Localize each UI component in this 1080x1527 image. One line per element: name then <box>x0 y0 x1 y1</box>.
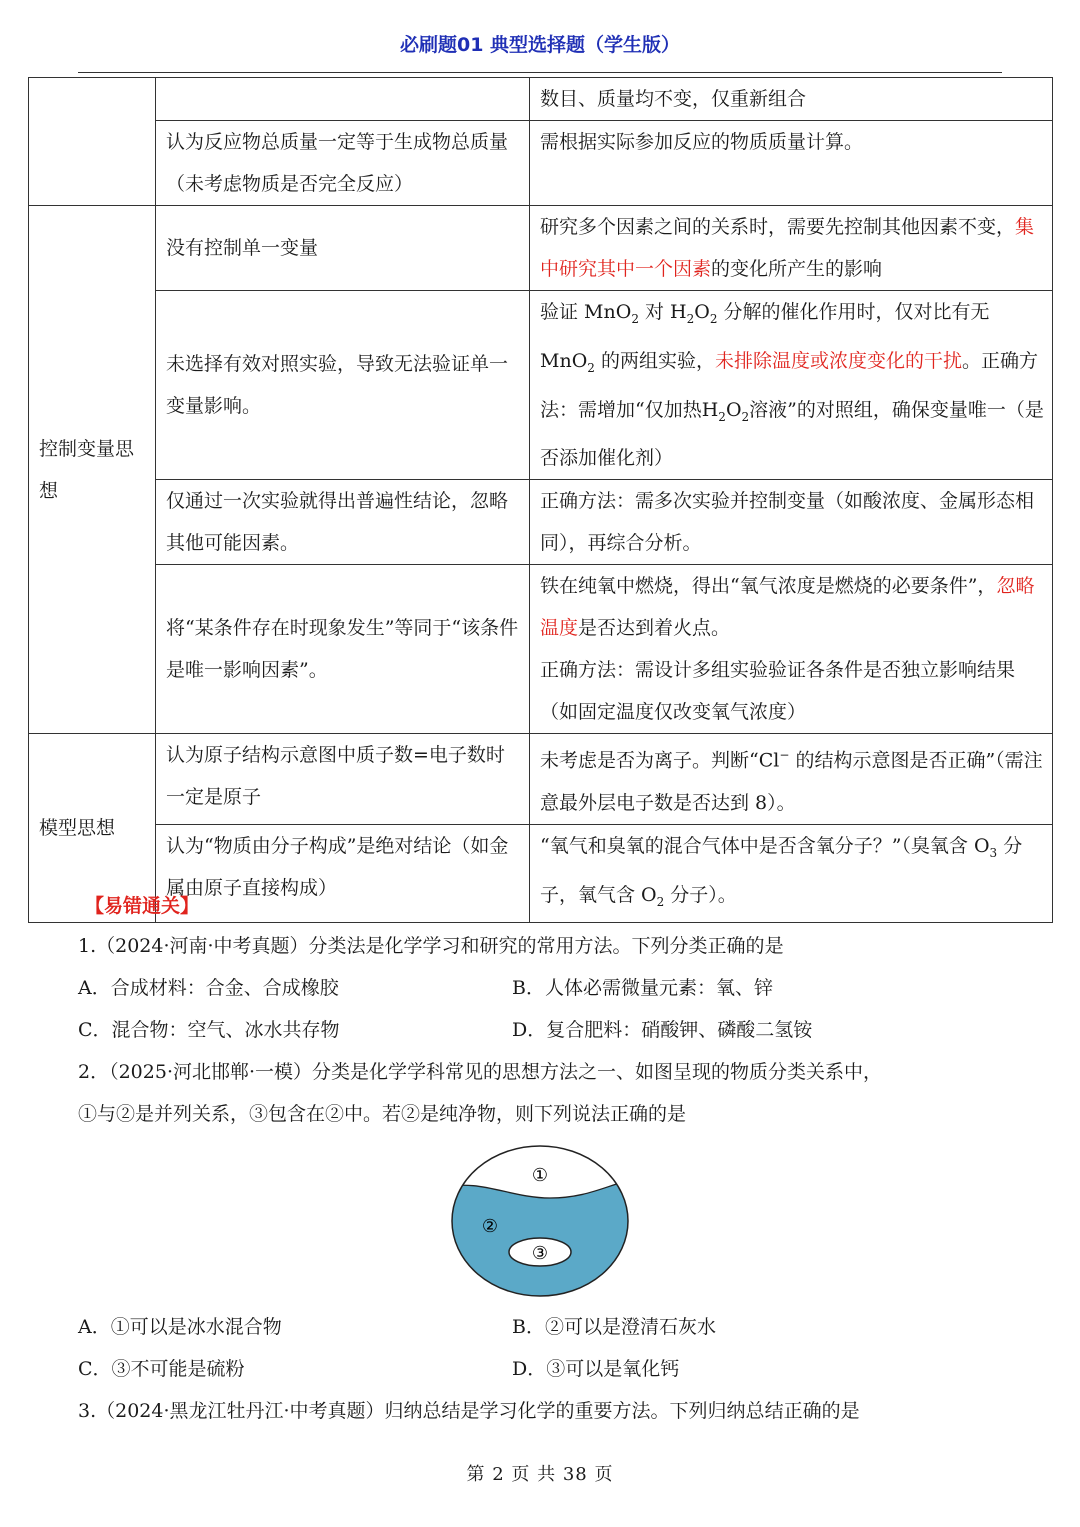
page-header: 必刷题01 典型选择题（学生版） <box>399 34 681 56</box>
question-stem: 2．（2025·河北邯郸·一模）分类是化学学科常见的思想方法之一、如图呈现的物质分类关系中， <box>78 1061 883 1083</box>
explanation-cell: 验证 MnO$_2$ 对 $H_2O_2$ 分解的催化作用时，仅对比有无MnO$_2$ 的两组实验，未排除温度或浓度变化的干扰。正确方法：需增加“仅加热$H_2O_2$溶液”的对照组，确保变量唯一（是否添加催化剂） <box>530 291 1053 480</box>
explanation-cell: “氧气和臭氧的混合气体中是否含氧分子？”（臭氧含 $O_3$ 分子，氧气含 $O_2$ 分子）。 <box>530 824 1053 923</box>
table-row <box>29 121 1053 206</box>
highlight-text: 忽略温度 <box>540 575 1035 640</box>
option-d: D．复合肥料：硝酸钾、磷酸二氢铵 <box>512 1019 813 1041</box>
explanation-cell: 需根据实际参加反应的物质质量计算。 <box>530 121 1053 206</box>
question-stem: 1.（2024·河南·中考真题）分类法是化学学习和研究的常用方法。下列分类正确的是 <box>78 935 784 957</box>
option-c: C．混合物：空气、冰水共存物 <box>78 1019 340 1041</box>
explanation-cell: 数目、质量均不变，仅重新组合 <box>530 78 1053 121</box>
mistake-cell: 没有控制单一变量 <box>156 206 530 291</box>
label-2: ② <box>481 1216 499 1237</box>
category-cell: 模型思想 <box>29 734 156 923</box>
category-cell <box>29 78 156 206</box>
explanation-cell: 研究多个因素之间的关系时，需要先控制其他因素不变，集中研究其中一个因素的变化所产生的影响 <box>530 206 1053 291</box>
option-b: B．②可以是澄清石灰水 <box>512 1316 716 1338</box>
mistake-cell: 认为“物质由分子构成”是绝对结论（如金属由原子直接构成） <box>156 824 530 923</box>
option-d: D．③可以是氧化钙 <box>512 1358 680 1380</box>
table-row <box>29 480 1053 565</box>
explanation-cell: 正确方法：需多次实验并控制变量（如酸浓度、金属形态相同），再综合分析。 <box>530 480 1053 565</box>
highlight-text: 集中研究其中一个因素 <box>540 216 1035 280</box>
question-stem: ①与②是并列关系，③包含在②中。若②是纯净物，则下列说法正确的是 <box>78 1103 687 1125</box>
mistake-cell <box>156 78 530 121</box>
section-title: 【易错通关】 <box>85 895 200 917</box>
mistake-cell: 仅通过一次实验就得出普遍性结论，忽略其他可能因素。 <box>156 480 530 565</box>
label-3: ③ <box>531 1243 549 1264</box>
option-b: B．人体必需微量元素：氧、锌 <box>512 977 773 999</box>
explanation-cell: 铁在纯氧中燃烧，得出“氧气浓度是燃烧的必要条件”，忽略温度是否达到着火点。 正确方法：需设计多组实验验证各条件是否独立影响结果（如固定温度仅改变氧气浓度） <box>530 565 1053 734</box>
label-1: ① <box>531 1165 549 1186</box>
table-row <box>29 734 1053 824</box>
mistake-cell: 认为反应物总质量一定等于生成物总质量（未考虑物质是否完全反应） <box>156 121 530 206</box>
table-row <box>29 565 1053 734</box>
option-a: A．合成材料：合金、合成橡胶 <box>78 977 339 999</box>
page-number: 第 2 页 共 38 页 <box>466 1464 614 1485</box>
mistake-cell: 将“某条件存在时现象发生”等同于“该条件是唯一影响因素”。 <box>156 565 530 734</box>
classification-diagram <box>440 1143 640 1303</box>
option-c: C．③不可能是硫粉 <box>78 1358 245 1380</box>
table-row <box>29 78 1053 121</box>
mistake-cell: 未选择有效对照实验，导致无法验证单一变量影响。 <box>156 291 530 480</box>
header-divider <box>78 72 1002 73</box>
mistakes-table <box>28 77 1053 923</box>
option-a: A．①可以是冰水混合物 <box>78 1316 282 1338</box>
mistake-cell: 认为原子结构示意图中质子数=电子数时一定是原子 <box>156 734 530 824</box>
highlight-text: 未排除温度或浓度变化的干扰 <box>714 349 962 372</box>
table-row <box>29 206 1053 291</box>
question-stem: 3.（2024·黑龙江牡丹江·中考真题）归纳总结是学习化学的重要方法。下列归纳总结正确的是 <box>78 1400 860 1422</box>
table-row <box>29 291 1053 480</box>
explanation-cell: 未考虑是否为离子。判断“Cl− 的结构示意图是否正确”（需注意最外层电子数是否达到 8）。 <box>530 734 1053 824</box>
category-cell: 控制变量思想 <box>29 206 156 734</box>
